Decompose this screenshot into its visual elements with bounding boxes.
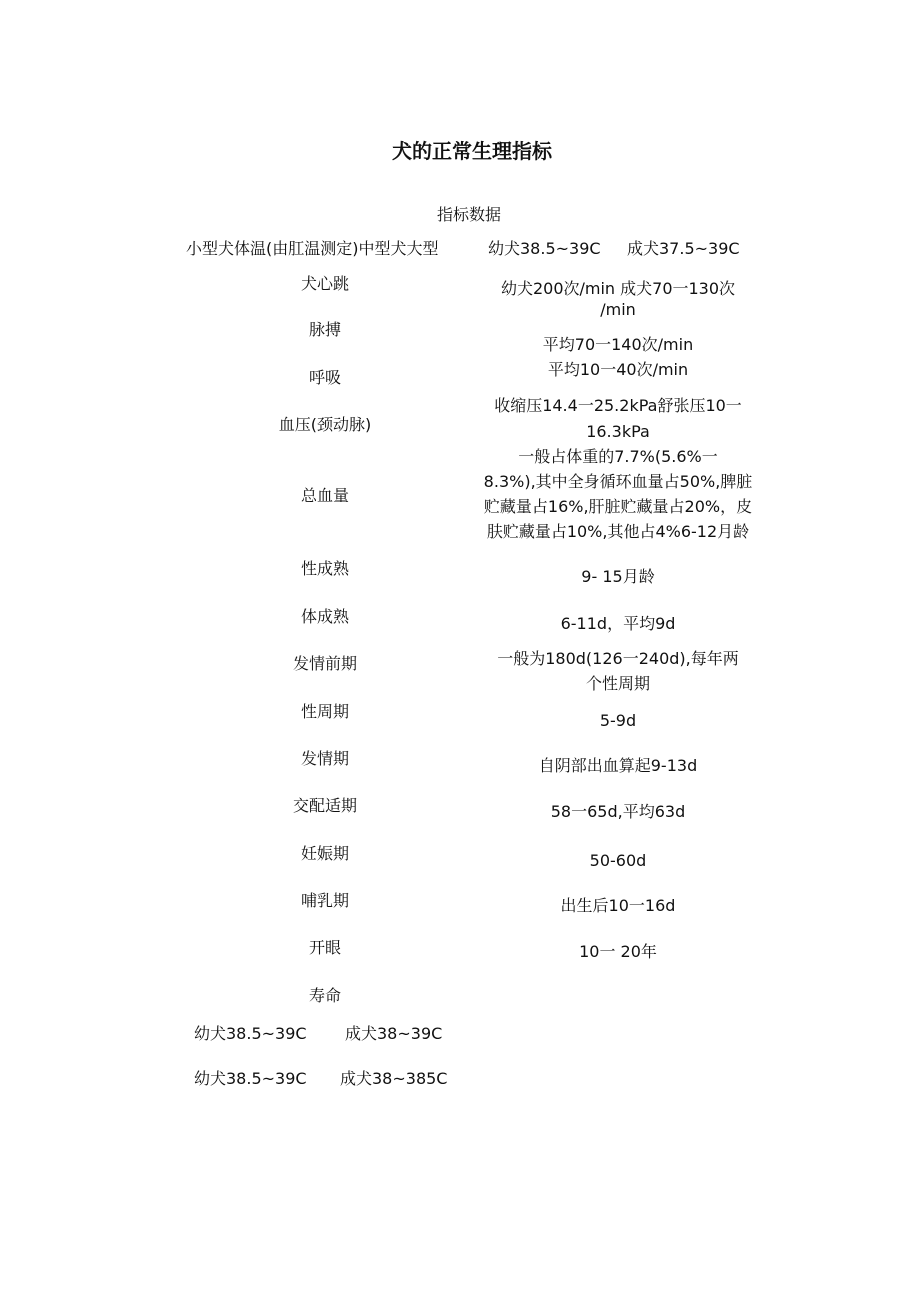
row-value-blood-volume-1: 一般占体重的7.7%(5.6%一: [518, 447, 718, 466]
table-header: 指标数据: [437, 205, 502, 224]
row-value-blood-volume-4: 肤贮藏量占10%,其他占4%6-12月龄: [486, 522, 750, 541]
row-label-body-maturity: 体成熟: [300, 607, 349, 626]
row-value-proestrus-1: 一般为180d(126一240d),每年两: [497, 649, 739, 668]
row-value-body-maturity: 6-11d，平均9d: [560, 614, 676, 633]
row-value-respiration: 平均10一40次/min: [547, 360, 689, 379]
footer-adult-2: 成犬38~385C: [340, 1069, 448, 1088]
row-label-respiration: 呼吸: [308, 368, 341, 387]
row-value-blood-volume-2: 8.3%),其中全身循环血量占50%,脾脏: [483, 472, 753, 491]
row-label-lifespan: 寿命: [308, 986, 341, 1005]
row-value-gestation: 50-60d: [589, 851, 647, 870]
footer-adult-1: 成犬38~39C: [345, 1024, 443, 1043]
row-label-eye-opening: 开眼: [308, 938, 341, 957]
row-value-mating-period: 58一65d,平均63d: [550, 802, 686, 821]
row-value-pulse: 平均70一140次/min: [542, 335, 694, 354]
footer-young-1: 幼犬38.5~39C: [194, 1024, 307, 1043]
row-label-estrus: 发情期: [300, 749, 349, 768]
row-value-heartbeat-2: /min: [600, 300, 636, 319]
row-value-proestrus-2: 个性周期: [585, 674, 650, 693]
page-title: 犬的正常生理指标: [392, 139, 552, 163]
row-label-blood-volume: 总血量: [300, 486, 349, 505]
row-value-blood-pressure-2: 16.3kPa: [586, 422, 650, 441]
row-label-sexual-maturity: 性成熟: [300, 559, 349, 578]
temperature-label: 小型犬体温(由肛温测定)中型犬大型: [186, 239, 439, 258]
temperature-adult: 成犬37.5~39C: [627, 239, 740, 258]
row-value-estrus: 自阴部出血算起9-13d: [538, 756, 698, 775]
row-value-heartbeat-1: 幼犬200次/min 成犬70一130次: [500, 279, 736, 298]
row-value-sexual-maturity: 9- 15月龄: [581, 567, 655, 586]
row-label-mating-period: 交配适期: [292, 796, 357, 815]
row-value-eye-opening: 10一 20年: [579, 942, 657, 961]
temperature-young: 幼犬38.5~39C: [488, 239, 601, 258]
row-value-blood-volume-3: 贮藏量占16%,肝脏贮藏量占20%，皮: [483, 497, 753, 516]
row-label-blood-pressure: 血压(颈动脉): [278, 415, 372, 434]
row-label-pulse: 脉搏: [308, 320, 341, 339]
row-label-heartbeat: 犬心跳: [300, 274, 349, 293]
row-label-sexual-cycle: 性周期: [300, 702, 349, 721]
row-label-lactation: 哺乳期: [300, 891, 349, 910]
row-label-proestrus: 发情前期: [292, 654, 357, 673]
row-value-blood-pressure-1: 收缩压14.4一25.2kPa舒张压10一: [494, 396, 742, 415]
footer-young-2: 幼犬38.5~39C: [194, 1069, 307, 1088]
row-value-lactation: 出生后10一16d: [560, 896, 676, 915]
row-label-gestation: 妊娠期: [300, 844, 349, 863]
row-value-sexual-cycle: 5-9d: [599, 711, 637, 730]
